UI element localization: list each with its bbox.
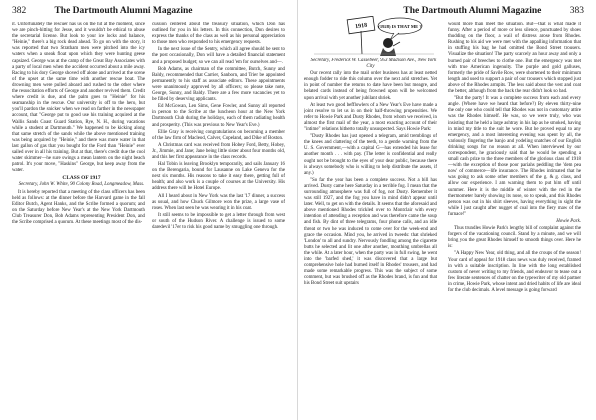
sign-text: 1918 <box>354 22 368 31</box>
paragraph: Ellie Gray is receiving congratulations on becoming a member of the law firm of Macleod, Calver, Copeland, and Dike of Boston. <box>152 129 285 141</box>
cartoon-caption: Secretary, Frederick W. Cassebeer, 953 Madison Ave., New York City <box>310 58 437 70</box>
signature: Howie Park. <box>556 219 581 224</box>
paragraph: All I heard about in New York was the last '17 dinner, a success as usual, and how Chuck Gilmore won the prize, a large vase of roses. When last seen he was wearing it in his coat. <box>152 193 285 211</box>
class-heading: CLASS OF 1917 <box>62 175 101 182</box>
paragraph: would more than meet the situation. But—that is what made it funny. After a period of more or less silence, punctuated by shoes thudding on the floor, a wail of distress arose from Rhodes. Rushing to his aid we were met with the appalling information that in stuffing his bag he had omitted the Bond Street trousers. Visualize the situation! The party scarcely an hour away and only a burned pair of breeches to clothe one. But the emergency was met with true American ingenuity. The purple and gold galluses, formerly the pride of Savile Row, were shortened to their minimum length and used to support a pair of our trousers which stopped just above of the Rhodes armpits. The less said about the vest and coat the better, although from the back the rear didn't look so bad. <box>448 22 581 95</box>
left-running-head <box>12 6 192 20</box>
paragraph: "Dusty Rhodes has just opened a telegram, amid tremblings of the knees and clattering of the teeth, to a gentle warning from the U. S. Government,—with a capital G—has extended his lease for another month . . . with pay. (The letter is confidential and really ought not be brought to the eyes of your dear public, because there is always somebody who is willing to help distribute the assets, if any.) <box>304 134 437 176</box>
paragraph: A Christmas card was received from Hobey Ford, Betty, Hobey, Jr., Jimmie, and Jane; Jane being little sister about four months old, and this her first appearance in the class records. <box>152 142 285 160</box>
paragraph: It is hereby reported that a meeting of the class officers has been held as follows: at the dinner before the Harvard game in the fall Editor Butch, Agent Hanks, and the Scribe formed a quorum; and on the Saturday before New Year's at the New York Dartmouth Club Treasurer Don, Bob Adams representing President Don, and the Scribe comprised a quorum. At these meetings most of the dis- <box>12 189 145 225</box>
paragraph: It still seems to be impossible to get a letter through from west or south of the Hudson River. A challenge is issued to some daredevil '17er to risk his good name by smuggling one through. <box>152 212 285 230</box>
paragraph: "But the party! It was a complete success from each and every angle. (Where have we heard that before?) By eleven thirty-nine the only one who could tell that Rhodes was not in customary attire was the Rhodes himself. He was, so we were truly, who was insisting that he held a large ashtray in his lap as he smoked, having in mind my title to the suit he wore. But he proved equal to any emergency, and a most interesting evening was spent by all, the variously fingering the banjo and yodeling snatches of our English drinking songs for no reason at all. When interviewed by our correspondent, he graciously said that he would be spending a small cash prize to the three members of the glorious class of 1918—with the exception of those poor pariahs peddling the 'dem pea now' of commerce—life insurance. The Rhodes intimated that he was going to ask some other members of the g. & g. class, and allow our experience. I am warning them to put him off until summer. Here it is the middle of winter with the red in the thermometer barely showing its nose, so to speak, and this Rhodes person was out in his shirt sleeves, having everything in sight the while I just caught after nugget of coal into the fiery maw of the furnace!" <box>448 96 581 217</box>
left-magazine-title: The Dartmouth Alumni Magazine <box>54 6 193 16</box>
sign-board <box>347 16 375 54</box>
paragraph: Our recent rally into the mail order business has at least netted enough fodder to ride this column over the next arid stretches. Yet in point of number the returns to date have been but meagre, and belated cards instead of being frowned upon will be welcomed upon arrival with yet another jubilant shriek. <box>304 71 437 101</box>
left-page-number: 382 <box>12 6 27 16</box>
paragraph: it. Unfortunately the rescuer has us on the hit at the moment, since we are pinch-hitting for Jesse, and it wouldn't be ethical to abuse the secretarial license. But look to your ice locks and balance, "Heinie," there's a big rock dead ahead. To go on with the story, it was reported that two Stratham men were pitched into the icy waters when a sneak float upon which they were hunting geese capsized. George was at the camp of the Great Bay Associates with a party of local men when the accident occurred about a mile away. Racing to his dory George shoved off alone and arrived at the scene of the upset at the same time with another rescue boat. The drowning men were pulled aboard and rushed to the other where the resuscitation efforts of George and another revived them. Credit where credit is due, and the palm goes to "Heinie" for his seamanship in the rescue. Our university is off to the hero, but you'll pardon the snicker when we read on farther in the newspaper account, that "George put to good use his training acquired at the Wallis Sands Coast Guard Station, Rye, N. H., during vacations while a student at Dartmouth." We happened to be kicking along that same stretch of the sands while the above mentioned training was being acquired by "Heinie," and there was more water in that last gallon of gas that you bought for the Ford than "Heinie" ever sailed over in all his training. But at that, there's credit due the cool water skimmer—he sure swings a mean lantern on the night beach patrol. It's your move, "Haskins" George, but keep away from the water. <box>12 22 145 174</box>
class-secretary-line: Secretary, John W. White, 90 Colony Road, Longmeadow, Mass. <box>18 182 145 188</box>
right-page-number: 383 <box>569 6 584 16</box>
bubble-text: (1928) IS THAT ME ? <box>378 24 422 29</box>
paragraph: "A Happy New Year, old thing, and all the croups of the season! Your card of appeal for 1918 class news was duly received, framed in with a suitable inscription. In line with the long established custom of never writing to my friends, and endeavor to tease out a few literate sentences of chatter on the typewriter of my old partner in crime, Howie Park, whose intent and dried habits of life are ideal for the club decimals. A level message is going forward <box>448 251 581 294</box>
left-column-2 <box>152 22 285 420</box>
paragraph: "So far the year has been a complete success. Not a bill has arrived. Dusty came here Saturday in a terrible fog. I mean that the surrounding atmosphere was full of fog, not Dusty. Remember it was still 1927, and the fog you have in mind didn't appear until later. Well, to get on with the details. It seems that the aforesaid and above mentioned Rhodes trickled over to Montclair with every intention of attending a reception and was therefore came the soup and fish. By dint of three telegrams, four phone calls, and an idle threat or two he was induced to come over for the week-end and grace the occasion. Mind you, he arrived in tweeds: that shrieked 'London' to all and sundry. Nervously fondling among the cigarette butts he selected and lit one after another, mouthing umbrellas all the while. At a later hour, when the party was in full swing, he went into the 'barfed shed,' it was discovered that a large but comprehensive hole had burned itself in Rhodes' trousers, and had made some remarkable progress. This was the subject of some comment, but was brushed off as the Rhodes brand, is fun and that his Bond Street suit upstairs <box>304 177 437 287</box>
paragraph: Thus trundles Howie Park's lengthy bill of complaint against the forgers of the vacationing council. Stand by a minute, and we will bring you the great Rhodes himself to smooth things over. Here he is: <box>448 226 581 250</box>
right-column-2 <box>448 22 581 420</box>
right-magazine-title: The Dartmouth Alumni Magazine <box>403 6 542 16</box>
speech-bubble <box>378 18 422 40</box>
paragraph: Hal Tobin is leaving Brooklyn temporarily, and sails January 16 on the Berengaria, bound for Lausanne on Lake Geneva for the next six months. His reasons to take it easy there, getting full of health; and also work is a couple of courses at the University. His address there will be Hotel Europe. <box>152 162 285 192</box>
right-column-1 <box>304 58 437 420</box>
paragraph: cussion centered about the treasury situation, which Don has outlined for you in his letters. In this connection, Don desires to express the thanks of the class as well as his personal appreciation to those men who responded to his emergency requests. <box>152 22 285 46</box>
paragraph: Bob Adams, as chairman of the committee, Butch, Sunny and Baldy, recommended that Carrier, Sanborn, and Trier be appointed permanently to his staff as associate editors. These appointments were unanimously approved by all officers; so please take note, George, Sunny, and Baldy. There are a few more vacancies yet to be filled by deserving applicants. <box>152 66 285 103</box>
paragraph: At least two good befflowlers of a New Year's Eve have made a joint resolve to let us in on their half-throwing propensities. We refer to Howie Park and Dusty Rhodes, from whom we received, in almost the first mail of the year, a most exacting account of their "intime" relations hitherto totally unsuspected. Says Howie Park: <box>304 102 437 133</box>
right-page <box>298 0 596 420</box>
class-cartoon-illustration <box>304 16 444 56</box>
paragraph: In the next issue of the Sentry, which all agree should be sent to the post occasionally, Don will have a detailed financial statement and a proposed budget; so we can all read 'em for ourselves and—. <box>152 47 285 65</box>
cartoon-figure <box>380 38 400 56</box>
paragraph: Ed McGowan, Len Sims, Gene Fowler, and Sunny all reported in person to the Scribe at the luncheon hour at the New York Dartmouth Club during the holidays, each of them radiating health and prosperity. (This was previous to New Year's Eve.) <box>152 104 285 128</box>
left-column-1 <box>12 22 145 420</box>
cartoon-drawing <box>304 16 444 56</box>
